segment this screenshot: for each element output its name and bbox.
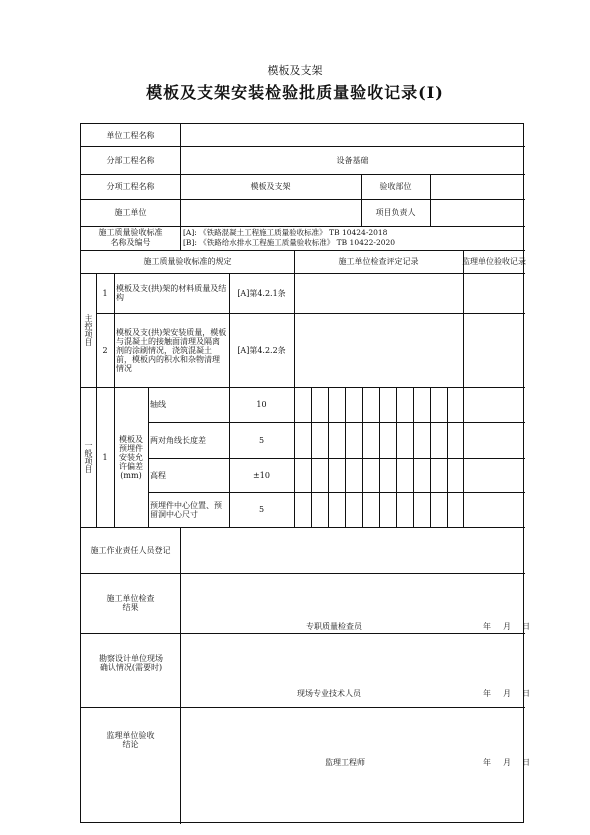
general-items-label: 一般项目 [84,441,93,473]
supervisor-year: 年 [483,757,491,767]
deviation-diagonal-label: 两对角线长度差 [150,435,206,445]
deviation-elevation-value: ±10 [253,470,270,480]
design-day: 日 [522,688,530,698]
deviation-embedded-value: 5 [258,505,265,514]
item-project-value[interactable]: 模板及支架 [250,182,291,191]
header-spec: 施工质量验收标准的规定 [143,257,232,266]
main-item-2-no: 2 [102,345,108,355]
deviation-diagonal-value: 5 [258,435,265,445]
supervisor-conclusion-label: 监理单位验收结论 [106,730,155,749]
standard-a: [A]: 《铁路混凝土工程施工质量验收标准》 TB 10424-2018 [183,228,388,237]
supervisor-month: 月 [503,757,511,767]
standard-label-line2: 名称及编号 [110,238,151,247]
acceptance-record-form [80,123,530,823]
constructor-result-label: 施工单位检查结果 [106,594,155,612]
standard-b: [B]: 《铁路给水排水工程施工质量验收标准》 TB 10422-2020 [183,238,396,247]
unit-project-label: 单位工程名称 [106,130,155,140]
document-title: 模板及支架安装检验批质量验收记录(Ⅰ) [146,83,444,102]
constructor-year: 年 [483,621,491,631]
main-item-1-no: 1 [102,288,108,298]
general-item-group: 模板及预埋件安装允许偏差(mm) [119,434,143,480]
acceptance-part-label: 验收部位 [379,182,412,191]
deviation-embedded-label: 预埋件中心位置、预留洞中心尺寸 [150,500,222,519]
worker-registration-label: 施工作业责任人员登记 [90,545,171,555]
supervisor-signer: 监理工程师 [325,757,365,767]
project-manager-value[interactable] [430,199,525,226]
general-item-no: 1 [102,452,108,462]
design-year: 年 [483,688,491,698]
design-confirm-label: 勘察设计单位现场确认情况(需要时) [99,654,163,672]
document-subtitle: 模板及支架 [267,64,323,77]
construction-unit-value[interactable] [180,199,361,226]
unit-project-value[interactable] [180,124,525,146]
constructor-signer: 专职质量检查员 [306,621,362,631]
header-supervision: 监理单位验收记录 [462,257,526,266]
deviation-axis-value: 10 [256,400,267,409]
construction-unit-label: 施工单位 [114,208,147,217]
main-item-1-desc: 模板及支(拱)架的材料质量及结构 [116,284,227,302]
deviation-axis-label: 轴线 [150,400,166,409]
main-item-2-desc: 模板及支(拱)架安装质量，模板与混凝土的接触面清理及隔离剂的涂刷情况，浇筑混凝土前，模板内的积水和杂物清理情况 [116,327,227,373]
design-signer: 现场专业技术人员 [297,688,361,698]
design-month: 月 [503,688,511,698]
acceptance-part-value[interactable] [430,174,525,199]
constructor-month: 月 [503,621,511,631]
constructor-day: 日 [522,621,530,631]
header-check: 施工单位检查评定记录 [338,257,419,266]
supervisor-day: 日 [522,757,530,767]
division-label: 分部工程名称 [106,155,155,165]
project-manager-label: 项目负责人 [375,208,416,217]
main-item-1-clause: [A]第4.2.1条 [237,288,286,298]
main-items-label: 主控项目 [84,314,93,346]
standard-label-line1: 施工质量验收标准 [98,228,163,237]
division-value[interactable]: 设备基础 [336,155,369,165]
worker-registration-field[interactable] [180,527,525,573]
main-item-2-clause: [A]第4.2.2条 [237,345,286,355]
item-project-label: 分项工程名称 [106,182,155,191]
deviation-elevation-label: 高程 [150,470,166,480]
